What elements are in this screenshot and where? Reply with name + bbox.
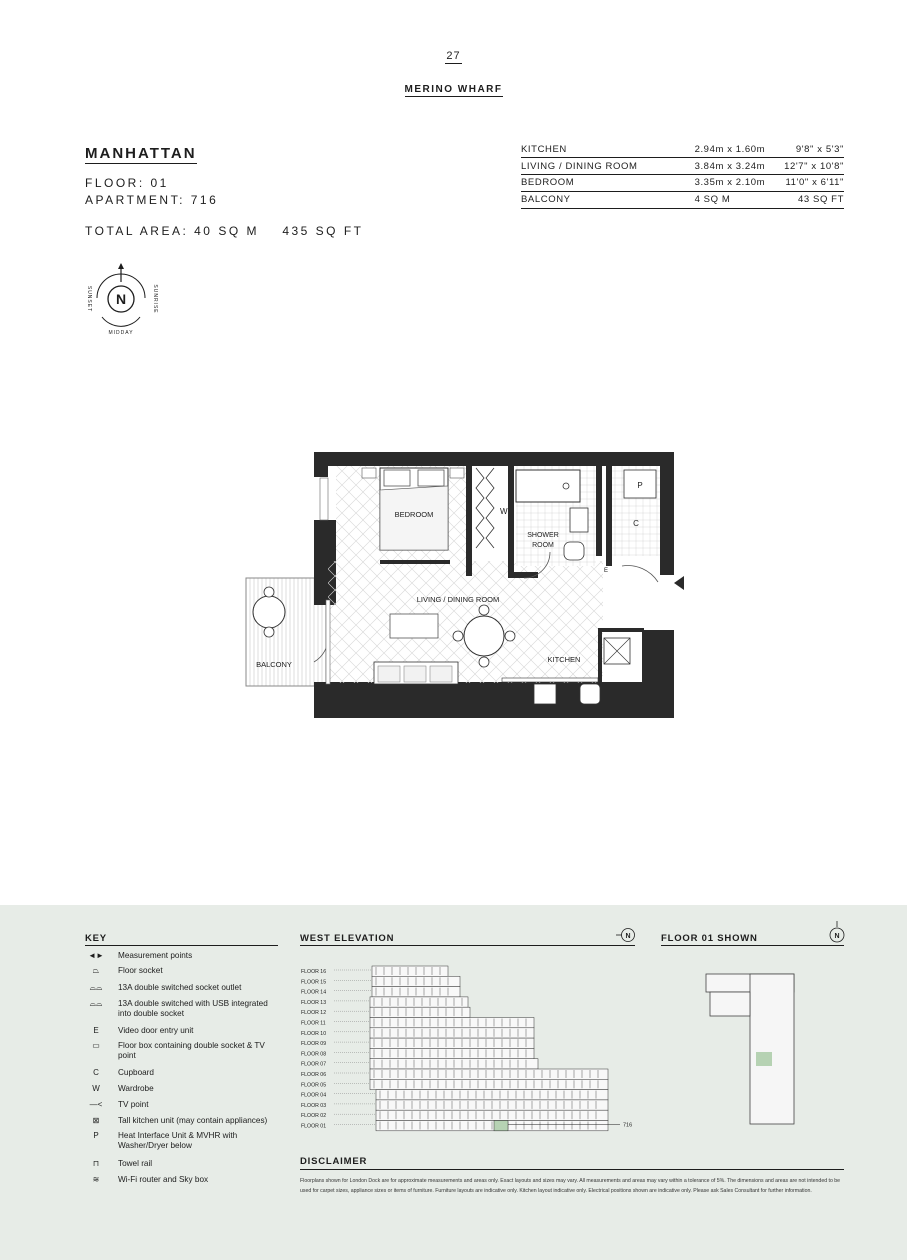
floor-north-letter: N — [834, 933, 840, 940]
elevation-floor-band — [370, 1028, 534, 1038]
elevation-north-letter: N — [625, 933, 631, 940]
shower-label-line1: SHOWER — [527, 532, 559, 539]
room-name: BALCONY — [521, 191, 695, 208]
compass-sunrise: SUNRISE — [152, 284, 158, 314]
entry-label: E — [603, 568, 609, 574]
key-item-label: Wardrobe — [118, 1084, 154, 1093]
floor-label: FLOOR: 01 — [85, 176, 169, 190]
page-number: 27 — [446, 50, 461, 62]
disclaimer-title: DISCLAIMER — [300, 1156, 368, 1167]
key-item-label: 13A double switched socket outlet — [118, 983, 242, 992]
elevation-floor-label: FLOOR 04 — [301, 1092, 327, 1099]
elevation-floor-label: FLOOR 01 — [301, 1123, 327, 1130]
key-item-label: Heat Interface Unit & MVHR with Washer/Dryer below — [118, 1131, 238, 1150]
elevation-floor-band — [372, 966, 448, 976]
key-item-label: Wi-Fi router and Sky box — [118, 1175, 209, 1184]
room-metric: 3.84m x 3.24m — [695, 158, 785, 175]
elevation-floor-label: FLOOR 14 — [301, 989, 327, 996]
living-floor — [328, 561, 603, 683]
table-row — [521, 175, 844, 192]
elevation-floor-label: FLOOR 08 — [301, 1051, 327, 1058]
shower-label-line2: ROOM — [532, 542, 554, 549]
elevation-floor-label: FLOOR 05 — [301, 1082, 327, 1089]
elevation-floor-label: FLOOR 15 — [301, 979, 327, 986]
elevation-floor-label: FLOOR 03 — [301, 1102, 327, 1109]
elevation-floor-band — [370, 1007, 470, 1017]
apartment-number: APARTMENT: 716 — [85, 193, 219, 207]
wardrobe-letter-icon: W — [92, 1084, 100, 1093]
elevation-floor-band — [370, 997, 468, 1007]
elevation-floor-label: FLOOR 11 — [301, 1020, 326, 1027]
elevation-floor-label: FLOOR 12 — [301, 1010, 327, 1017]
wardrobe-label: W — [500, 507, 508, 516]
elevation-floor-label: FLOOR 16 — [301, 969, 327, 975]
key-item-label: 13A double switched with USB integrated into double socket — [118, 999, 268, 1018]
room-dimensions-table — [521, 141, 844, 209]
bedroom-partition — [380, 560, 450, 564]
table-row — [521, 158, 844, 175]
measurement-arrows-icon: ◄► — [88, 951, 104, 960]
bedroom-label: BEDROOM — [394, 510, 434, 519]
table-row — [521, 141, 844, 158]
floor-plan — [244, 450, 689, 720]
heat-unit-label: P — [637, 481, 643, 490]
elevation-marker-label: 716 — [623, 1122, 633, 1129]
apartment-name: MANHATTAN — [85, 145, 197, 162]
room-imperial: 9'8" x 5'3" — [784, 141, 844, 158]
elevation-floor-band — [370, 1038, 534, 1048]
floor-box-icon: ▭ — [92, 1041, 100, 1050]
cupboard-label: C — [633, 519, 639, 528]
key-item-label: Floor socket — [118, 966, 163, 975]
elevation-apartment-highlight — [494, 1121, 508, 1131]
room-imperial: 12'7" x 10'8" — [784, 158, 844, 175]
balcony-label: BALCONY — [256, 660, 292, 669]
elevation-title: WEST ELEVATION — [300, 933, 395, 944]
compass-midday: MIDDAY — [108, 330, 134, 336]
key-item-label: Towel rail — [118, 1159, 153, 1168]
tv-point-icon: —< — [89, 1100, 103, 1109]
compass-letter: N — [115, 291, 127, 307]
video-entry-icon: E — [93, 1026, 99, 1035]
compass-icon — [78, 262, 164, 338]
floor-socket-icon: ⏢ — [92, 966, 100, 975]
window — [320, 478, 328, 520]
room-name: LIVING / DINING ROOM — [521, 158, 695, 175]
elevation-rule — [300, 945, 635, 946]
floor-shown-title: FLOOR 01 SHOWN — [661, 933, 758, 944]
cupboard-letter-icon: C — [93, 1068, 99, 1077]
room-metric: 4 SQ M — [695, 191, 785, 208]
room-imperial: 11'0" x 6'11" — [784, 175, 844, 192]
room-metric: 3.35m x 2.10m — [695, 175, 785, 192]
elevation-floor-band — [370, 1069, 608, 1079]
elevation-floor-label: FLOOR 07 — [301, 1061, 327, 1068]
floor-shown-rule — [661, 945, 844, 946]
key-item-label: Tall kitchen unit (may contain appliances) — [118, 1116, 268, 1125]
wardrobe — [476, 468, 508, 548]
disclaimer-text: Floorplans shown for London Dock are for approximate measurements and areas only. Exact layouts and sizes may vary. All measurements and areas may vary within a tolerance of 5%. The dimensions and areas are not intended to be used for carpet sizes, appliance sizes or items of furniture. Furniture layouts are indicative only. Kitchen layout indicative only. Electrical positions shown are indicative only. Please ask Sales Consultant for further information. — [300, 1178, 841, 1194]
heat-unit-icon: P — [93, 1131, 99, 1140]
room-imperial: 43 SQ FT — [784, 191, 844, 208]
wifi-router-icon: ≋ — [92, 1175, 100, 1184]
living-label: LIVING / DINING ROOM — [416, 595, 500, 604]
table-row — [521, 191, 844, 208]
disclaimer-rule — [300, 1169, 844, 1170]
elevation-floor-label: FLOOR 06 — [301, 1072, 327, 1078]
elevation-floor-band — [370, 1048, 534, 1058]
bedside-table — [362, 468, 376, 478]
room-metric: 2.94m x 1.60m — [695, 141, 785, 158]
west-elevation-drawing — [298, 960, 638, 1142]
key-item-label: Video door entry unit — [118, 1026, 194, 1035]
double-socket-icon: ⌓⌓ — [89, 983, 103, 992]
key-rule — [85, 945, 278, 946]
key-item-label: Cupboard — [118, 1068, 154, 1077]
room-name: KITCHEN — [521, 141, 695, 158]
tall-unit-icon: ⊠ — [92, 1116, 100, 1125]
room-name: BEDROOM — [521, 175, 695, 192]
elevation-floor-band — [370, 1079, 608, 1089]
entrance-arrow-icon — [674, 576, 684, 590]
development-title: MERINO WHARF — [404, 84, 503, 95]
bedside-table — [450, 468, 464, 478]
key-item-label: Floor box containing double socket & TV point — [118, 1041, 265, 1060]
kitchen-label: KITCHEN — [547, 655, 581, 664]
elevation-floor-label: FLOOR 10 — [301, 1030, 327, 1037]
north-icon — [615, 927, 637, 943]
floor-key-plan — [700, 968, 800, 1128]
glazing — [326, 600, 330, 684]
total-area: TOTAL AREA: 40 SQ M 435 SQ FT — [85, 224, 364, 238]
bed — [380, 468, 448, 550]
towel-rail-icon: ⊓ — [92, 1159, 100, 1168]
key-title: KEY — [85, 933, 107, 944]
compass-sunset: SUNSET — [86, 285, 92, 313]
highlighted-apartment — [756, 1052, 772, 1066]
elevation-floor-label: FLOOR 02 — [301, 1113, 327, 1120]
north-icon — [828, 920, 846, 946]
elevation-floor-band — [370, 1018, 534, 1028]
key-item-label: TV point — [118, 1100, 149, 1109]
key-item-label: Measurement points — [118, 951, 193, 960]
elevation-floor-label: FLOOR 13 — [301, 999, 327, 1006]
elevation-floor-label: FLOOR 09 — [301, 1041, 327, 1048]
usb-socket-icon: ⌓⌓ — [89, 999, 103, 1008]
